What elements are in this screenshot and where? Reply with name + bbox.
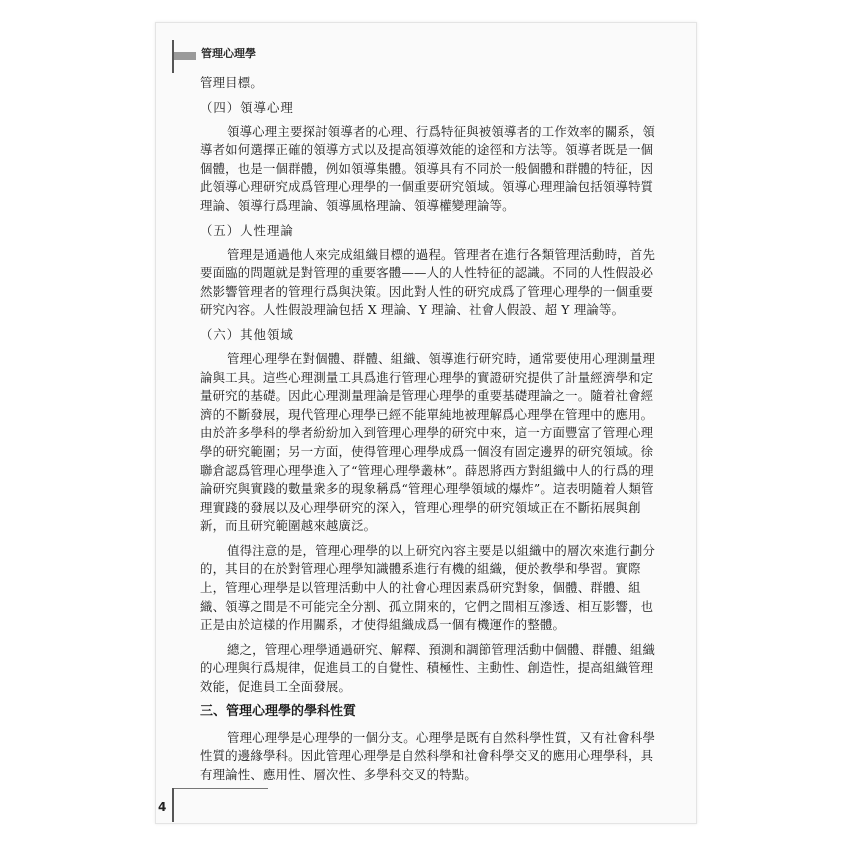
paragraph-leadership: 領導心理主要探討領導者的心理、行爲特征與被領導者的工作效率的關系，領導者如何選擇正確的領導方式以及提高領導效能的途徑和方法等。領導者既是一個個體，也是一個群體，例如領導集體。領導具有不同於一般個體和群體的特征，因此領導心理研究成爲管理心理學的一個重要研究領域。領導心理理論包括領導特質理論、領導行爲理論、領導風格理論、領導權變理論等。	[200, 123, 656, 213]
running-title: 管理心理學	[201, 47, 256, 60]
subheading-human-nature: （五）人性理論	[200, 222, 294, 238]
page-number: 4	[158, 800, 167, 814]
paragraph-discipline-nature: 管理心理學是心理學的一個分支。心理學是既有自然科學性質，又有社會科學性質的邊緣學科。因此管理心理學是自然科學和社會科學交叉的應用心理學科，具有理論性、應用性、層次性、多學科交叉的特點。	[200, 729, 656, 782]
subheading-other-fields: （六）其他領域	[200, 326, 294, 342]
header-marker-bar	[174, 52, 196, 60]
page-content	[200, 74, 656, 790]
footer-rule-horizontal	[172, 788, 268, 789]
paragraph-continuation: 管理目標。	[200, 75, 263, 90]
paragraph-summary: 總之，管理心理學通過研究、解釋、預測和調節管理活動中個體、群體、組織的心理與行爲規律，促進員工的自覺性、積極性、主動性、創造性，提高組織管理效能，促進員工全面發展。	[200, 641, 656, 695]
section-heading-discipline-nature: 三、管理心理學的學科性質	[200, 703, 357, 719]
paragraph-note: 值得注意的是，管理心理學的以上研究內容主要是以組織中的層次來進行劃分的，其目的在於對管理心理學知識體系進行有機的組織，便於教學和學習。實際上，管理心理學是以管理活動中人的社會心理因素爲研究對象，個體、群體、組織、領導之間是不可能完全分割、孤立開來的，它們之間相互滲透、相互影響，也正是由於這樣的作用關系，才使得組織成爲一個有機運作的整體。	[200, 542, 656, 633]
subheading-leadership: （四）領導心理	[200, 99, 294, 115]
footer-rule-vertical	[172, 788, 174, 822]
paragraph-human-nature: 管理是通過他人來完成組織目標的過程。管理者在進行各類管理活動時，首先要面臨的問題就是對管理的重要客體——人的人性特征的認識。不同的人性假設必然影響管理者的管理行爲與決策。因此對人性的研究成爲了管理心理學的一個重要研究內容。人性假設理論包括 X 理論、Y 理論、社會人假設、超 Y 理論等。	[200, 246, 656, 318]
paragraph-other-fields: 管理心理學在對個體、群體、組織、領導進行研究時，通常要使用心理測量理論與工具。這些心理測量工具爲進行管理心理學的實證研究提供了計量經濟學和定量研究的基礎。因此心理測量理論是管理心理學的重要基礎理論之一。隨着社會經濟的不斷發展，現代管理心理學已經不能單純地被理解爲心理學在管理中的應用。由於許多學科的學者紛紛加入到管理心理學的研究中來，這一方面豐富了管理心理學的研究範圍；另一方面，使得管理心理學成爲一個沒有固定邊界的研究領域。徐聯倉認爲管理心理學進入了“管理心理學叢林”。薛恩將西方對組織中人的行爲的理論研究與實踐的數量衆多的現象稱爲“管理心理學領域的爆炸”。這表明隨着人類管理實踐的發展以及心理學研究的深入，管理心理學的研究領域正在不斷拓展與創新，而且研究範圍越來越廣泛。	[200, 350, 656, 534]
